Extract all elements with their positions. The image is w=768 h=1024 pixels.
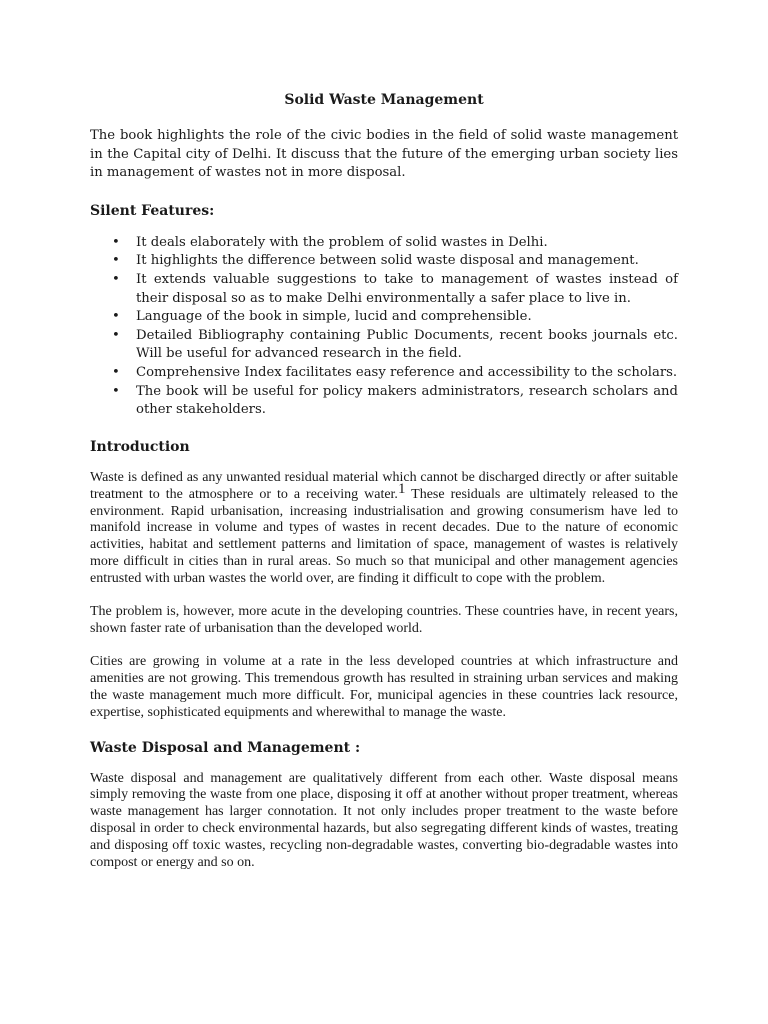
introduction-paragraph-1 bbox=[90, 470, 678, 588]
introduction-heading: Introduction bbox=[90, 438, 190, 455]
features-heading: Silent Features: bbox=[90, 202, 215, 219]
features-list bbox=[90, 234, 678, 420]
feature-item: • Comprehensive Index facilitates easy reference and accessibility to the scholars. bbox=[90, 364, 678, 383]
document-title: Solid Waste Management bbox=[284, 92, 484, 108]
disposal-paragraph: Waste disposal and management are qualitatively different from each other. Waste disposal means simply removing the waste from one place, disposing it off at another without proper treatment, whereas waste management has larger connotation. It not only includes proper treatment to the waste before disposal in order to check environmental hazards, but also segregating different kinds of wastes, treating and disposing off toxic wastes, recycling non-degradable wastes, converting bio-degradable wastes into compost or energy and so on. bbox=[90, 770, 678, 871]
document-page bbox=[90, 90, 678, 888]
feature-item: • It highlights the difference between solid waste disposal and management. bbox=[90, 252, 678, 271]
introduction-p1-continued: These residuals are ultimately released to the environment. Rapid urbanisation, increasing industrialisation and growing consumerism have led to manifold increase in volume and types of wastes in recent decades. Due to the nature of economic activities, habitat and settlement patterns and limitation of space, management of wastes is relatively more difficult in cities than in rural areas. So much so that municipal and other management agencies entrusted with urban wastes the world over, are finding it difficult to cope with the problem. bbox=[90, 486, 678, 587]
feature-item: • It deals elaborately with the problem of solid wastes in Delhi. bbox=[90, 234, 678, 253]
feature-item: • The book will be useful for policy makers administrators, research scholars and other stakeholders. bbox=[90, 383, 678, 420]
disposal-heading: Waste Disposal and Management : bbox=[90, 739, 361, 756]
feature-item: • Language of the book in simple, lucid and comprehensible. bbox=[90, 308, 678, 327]
intro-paragraph: The book highlights the role of the civic bodies in the field of solid waste management in the Capital city of Delhi. It discuss that the future of the emerging urban society lies in management of wastes not in more disposal. bbox=[90, 128, 678, 181]
feature-item: • It extends valuable suggestions to take to management of wastes instead of their disposal so as to make Delhi environmentally a safer place to live in. bbox=[90, 271, 678, 308]
introduction-p1-text: Waste is defined as any unwanted residual material which cannot be discharged directly or after suitable treatment to the atmosphere or to a receiving water. bbox=[90, 469, 678, 502]
footnote-marker: 1 bbox=[397, 480, 406, 497]
introduction-paragraph-3: Cities are growing in volume at a rate in the less developed countries at which infrastructure and amenities are not growing. This tremendous growth has resulted in straining urban services and making the waste management much more difficult. For, municipal agencies in these countries lack resource, expertise, sophisticated equipments and wherewithal to manage the waste. bbox=[90, 653, 678, 720]
feature-item: • Detailed Bibliography containing Public Documents, recent books journals etc. Will be useful for advanced research in the field. bbox=[90, 327, 678, 364]
introduction-paragraph-2: The problem is, however, more acute in the developing countries. These countries have, in recent years, shown faster rate of urbanisation than the developed world. bbox=[90, 604, 678, 636]
